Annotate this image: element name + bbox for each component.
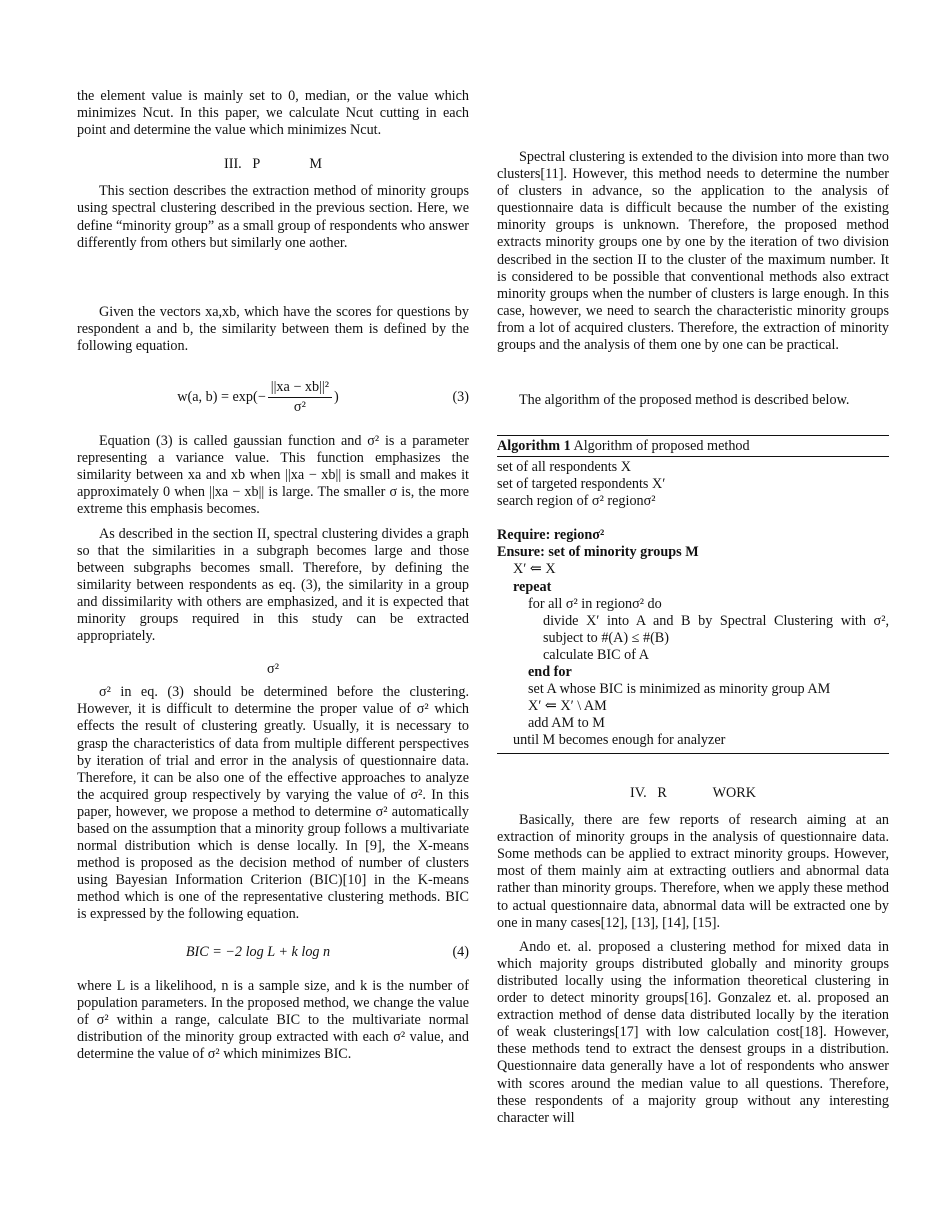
algorithm-box bbox=[497, 435, 889, 754]
extension-paragraph: Spectral clustering is extended to the division into more than two clusters[11]. However, this method needs to determine the number of clusters in advance, so the application to the analysis of questionnaire data is difficult because the number of the existing minority groups is unknown. Therefore, the proposed method extracts minority groups one by one by the iteration of two division described in the section II to the cluster of the maximum number. It is considered to be possible that conventional methods also extract minority groups when the number of clusters is large enough. In this case, however, we need to search the characteristic minority groups from a lot of acquired clusters. Therefore, the extraction of minority groups and the analysis of them one by one can be practical. bbox=[497, 149, 889, 354]
algorithm-line-end-for: end for bbox=[528, 664, 572, 681]
algorithm-line: calculate BIC of A bbox=[543, 646, 649, 663]
algorithm-line: add AM to M bbox=[528, 715, 605, 732]
equation-3 bbox=[77, 371, 469, 423]
equation-3-denominator: σ² bbox=[293, 398, 306, 415]
algorithm-line-repeat: repeat bbox=[513, 578, 552, 595]
equation-3-lhs: w(a, b) = exp(− bbox=[177, 388, 266, 405]
equation-4 bbox=[77, 942, 469, 964]
algorithm-line: set of targeted respondents X′ bbox=[497, 476, 666, 493]
sigma-paragraph: σ² in eq. (3) should be determined before the clustering. However, it is difficult to determine the proper value of σ² which effects the result of clustering greatly. Usually, it is necessary to grasp the characteristics of data from multiple different perspectives by iteration of trial and error in the analysis of questionnaire data. Therefore, it can be also one of the effective approaches to analyze the acquired group respectively by varying the value of σ². In this paper, however, we propose a method to determine σ² automatically based on the assumption that a minority group follows a multivariate normal distribution which is dense locally. In [9], the X-means method is proposed as the decision method of number of clusters using Bayesian Information Criterion (BIC)[10] in the K-means method which is one of the representative clustering methods. BIC is expressed by the following equation. bbox=[77, 684, 469, 923]
right-column-lower bbox=[497, 785, 889, 1127]
equation-4-label: (4) bbox=[452, 944, 469, 961]
intro-paragraph: the element value is mainly set to 0, median, or the value which minimizes Ncut. In this paper, we calculate Ncut cutting in each point and determine the value which minimizes Ncut. bbox=[77, 88, 469, 139]
basic-paragraph: Basically, there are few reports of research aiming at an extraction of minority groups in the analysis of questionnaire data. Some methods can be applied to extract minority groups. However, most of them mainly aim at extracting outliers and abnormal data rather than minority groups. Therefore, when we apply these method to actual questionnaire data, abnormal data will be extracted one by one in many cases[12], [13], [14], [15]. bbox=[497, 812, 889, 931]
algorithm-caption bbox=[497, 436, 889, 457]
section-4-heading: IV. R WORK bbox=[630, 785, 756, 801]
algorithm-line: X′ ⇐ X bbox=[513, 561, 556, 578]
equation-3-numerator: ||xa − xb||² bbox=[268, 379, 332, 398]
left-column bbox=[77, 88, 469, 1063]
section-3-paragraph: This section describes the extraction method of minority groups using spectral clustering described in the previous section. Here, we define “minority group” as a small group of respondents who answer differently from others but similarly one aother. bbox=[77, 183, 469, 251]
vectors-paragraph: Given the vectors xa,xb, which have the scores for questions by respondent a and b, the similarity between them is defined by the following equation. bbox=[77, 303, 469, 354]
algorithm-line-ensure: Ensure: set of minority groups M bbox=[497, 544, 699, 561]
algorithm-line: set A whose BIC is minimized as minority group AM bbox=[528, 681, 831, 698]
algorithm-line: divide X′ into A and B by Spectral Clustering with σ², subject to #(A) ≤ #(B) bbox=[543, 612, 889, 646]
section-3-heading: III. P M bbox=[224, 156, 322, 173]
algorithm-line-for: for all σ² in regionσ² do bbox=[528, 595, 662, 612]
right-column bbox=[497, 149, 889, 409]
algorithm-line-require: Require: regionσ² bbox=[497, 527, 605, 544]
equation-4-body: BIC = −2 log L + k log n bbox=[185, 944, 331, 961]
algorithm-line bbox=[497, 510, 889, 527]
algorithm-caption-label: Algorithm 1 bbox=[497, 438, 571, 454]
algorithm-line: set of all respondents X bbox=[497, 459, 631, 475]
equation-3-label: (3) bbox=[452, 388, 469, 405]
equation-3-rhs: ) bbox=[334, 388, 339, 405]
algorithm-intro-paragraph: The algorithm of the proposed method is described below. bbox=[519, 392, 850, 409]
algorithm-line-until: until M becomes enough for analyzer bbox=[513, 732, 726, 749]
algorithm-body bbox=[497, 457, 889, 753]
where-paragraph: where L is a likelihood, n is a sample size, and k is the number of population parameters. In the proposed method, we change the value of σ² within a range, calculate BIC to the multivariate normal distribution of the minority group extracted with each σ² value, and determine the value of σ² which minimizes BIC. bbox=[77, 977, 469, 1062]
algorithm-line: search region of σ² regionσ² bbox=[497, 493, 656, 510]
sigma-subsection-heading: σ² bbox=[267, 661, 279, 678]
ando-paragraph: Ando et. al. proposed a clustering method for mixed data in which majority groups distributed globally and minority groups distributed locally using the information theoretical clustering in order to detect minority groups[16]. Gonzalez et. al. proposed an extraction method of dense data distributed locally by the iteration of weak clusterings[17] with low calculation cost[18]. However, these methods tend to extract the densest groups in a distribution. Questionnaire data generally have a lot of respondents who answer with scores around the median value to all questions. Therefore, these respondents of a majority group without any interesting character will bbox=[497, 938, 889, 1126]
spectral-paragraph: As described in the section II, spectral clustering divides a graph so that the similarities in a subgraph becomes large and those between subgraphs becomes small. Therefore, by defining the similarity between respondents as eq. (3), the similarity in a group and dissimilarity with others are emphasized, and it is expected that minority groups required in this study can be extracted appropriately. bbox=[77, 525, 469, 645]
algorithm-caption-text: Algorithm of proposed method bbox=[570, 438, 750, 454]
gauss-paragraph: Equation (3) is called gaussian function and σ² is a parameter representing a variance value. This function emphasizes the similarity between xa and xb when ||xa − xb|| is small and makes it approximately 0 when ||xa − xb|| is large. The smaller σ is, the more extreme this emphasis becomes. bbox=[77, 433, 469, 518]
algorithm-line: X′ ⇐ X′ \ AM bbox=[528, 698, 607, 715]
